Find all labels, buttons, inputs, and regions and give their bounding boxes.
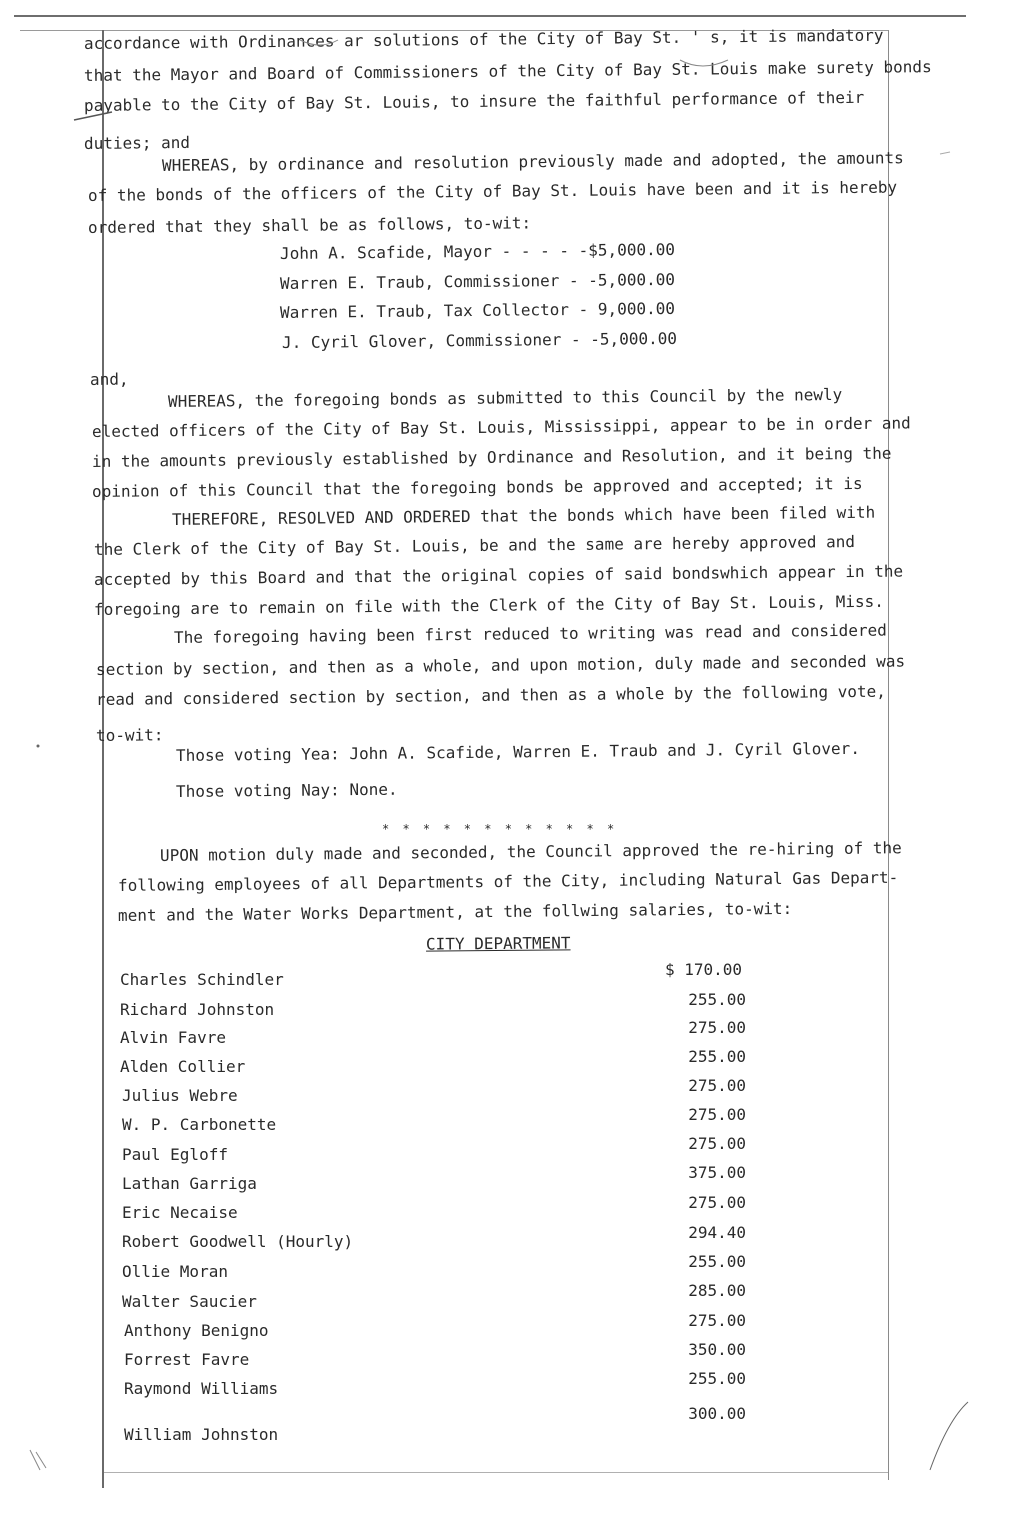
- vote-yea-line: Those voting Yea: John A. Scafide, Warren E. Traub and J. Cyril Glover.: [175, 738, 860, 765]
- department-heading: CITY DEPARTMENT: [425, 933, 571, 954]
- employee-salary: 275.00: [688, 1018, 746, 1037]
- paragraph-line: ordered that they shall be as follows, to-wit:: [87, 213, 532, 237]
- employee-name: Alden Collier: [120, 1057, 246, 1076]
- employee-salary: 375.00: [688, 1163, 746, 1182]
- paragraph-line: to-wit:: [95, 725, 164, 745]
- paragraph-line: WHEREAS, by ordinance and resolution previously made and adopted, the amounts: [161, 148, 904, 175]
- employee-salary: 275.00: [688, 1105, 746, 1124]
- paragraph-line: the Clerk of the City of Bay St. Louis, be and the same are hereby approved and: [93, 532, 856, 559]
- paragraph-line: payable to the City of Bay St. Louis, to insure the faithful performance of their: [83, 87, 865, 115]
- bond-entry: Warren E. Traub, Commissioner - -5,000.00: [279, 269, 676, 293]
- bond-entry: Warren E. Traub, Tax Collector - 9,000.00: [279, 298, 676, 322]
- paragraph-line: UPON motion duly made and seconded, the Council approved the re-hiring of the: [159, 838, 902, 865]
- employee-name: Richard Johnston: [120, 1000, 275, 1019]
- employee-salary: 255.00: [688, 990, 746, 1009]
- employee-name: William Johnston: [124, 1425, 279, 1444]
- employee-name: Eric Necaise: [122, 1203, 238, 1222]
- employee-salary: 294.40: [688, 1223, 746, 1242]
- paragraph-line: that the Mayor and Board of Commissioners of the City of Bay St. Louis make surety bonds: [83, 57, 932, 85]
- employee-salary: 275.00: [688, 1311, 746, 1330]
- employee-salary: $ 170.00: [664, 960, 742, 979]
- employee-name: Forrest Favre: [124, 1350, 250, 1369]
- paragraph-line: section by section, and then as a whole, and upon motion, duly made and seconded was: [95, 651, 906, 679]
- employee-name: Alvin Favre: [120, 1028, 226, 1047]
- employee-salary: 275.00: [688, 1076, 746, 1095]
- paragraph-line: accordance with Ordinances ar solutions of the City of Bay St. ' s, it is mandatory: [83, 25, 884, 53]
- employee-salary: 285.00: [688, 1281, 746, 1300]
- paragraph-line: The foregoing having been first reduced to writing was read and considered: [173, 620, 887, 647]
- employee-name: Anthony Benigno: [124, 1321, 269, 1340]
- employee-salary: 350.00: [688, 1340, 746, 1359]
- employee-name: Ollie Moran: [122, 1262, 228, 1281]
- employee-name: Raymond Williams: [124, 1379, 279, 1398]
- paragraph-line: following employees of all Departments of the City, including Natural Gas Depart-: [117, 867, 899, 895]
- bond-entry: John A. Scafide, Mayor - - - - -$5,000.00: [279, 239, 676, 263]
- employee-salary: 255.00: [688, 1252, 746, 1271]
- paragraph-line: and,: [89, 369, 129, 389]
- employee-name: Walter Saucier: [122, 1292, 257, 1311]
- bond-entry: J. Cyril Glover, Commissioner - -5,000.00: [281, 328, 678, 352]
- paragraph-line: read and considered section by section, and then as a whole by the following vote,: [95, 681, 886, 709]
- employee-name: Robert Goodwell (Hourly): [122, 1232, 354, 1251]
- paragraph-line: duties; and: [83, 132, 191, 153]
- employee-name: Paul Egloff: [122, 1145, 228, 1164]
- paragraph-line: ment and the Water Works Department, at the follwing salaries, to-wit:: [117, 898, 793, 925]
- employee-salary: 275.00: [688, 1134, 746, 1153]
- paragraph-line: THEREFORE, RESOLVED AND ORDERED that the bonds which have been filed with: [171, 502, 876, 529]
- employee-name: Julius Webre: [122, 1086, 238, 1105]
- employee-name: Lathan Garriga: [122, 1174, 257, 1193]
- paragraph-line: accepted by this Board and that the original copies of said bondswhich appear in the: [93, 561, 904, 589]
- paragraph-line: WHEREAS, the foregoing bonds as submitted to this Council by the newly: [167, 384, 843, 411]
- employee-name: W. P. Carbonette: [122, 1115, 277, 1134]
- employee-name: Charles Schindler: [120, 970, 284, 989]
- employee-salary: 275.00: [688, 1193, 746, 1212]
- paragraph-line: foregoing are to remain on file with the Clerk of the City of Bay St. Louis, Miss.: [93, 591, 884, 619]
- paragraph-line: elected officers of the City of Bay St. Louis, Mississippi, appear to be in order and: [91, 413, 911, 441]
- vote-nay-line: Those voting Nay: None.: [175, 779, 398, 801]
- employee-salary: 255.00: [688, 1369, 746, 1388]
- section-separator: * * * * * * * * * * * *: [382, 822, 618, 836]
- paragraph-line: of the bonds of the officers of the City of Bay St. Louis have been and it is hereby: [87, 177, 898, 205]
- employee-salary: 255.00: [688, 1047, 746, 1066]
- paragraph-line: in the amounts previously established by Ordinance and Resolution, and it being the: [91, 443, 892, 471]
- employee-salary: 300.00: [688, 1404, 746, 1423]
- paragraph-line: opinion of this Council that the foregoing bonds be approved and accepted; it is: [91, 473, 863, 501]
